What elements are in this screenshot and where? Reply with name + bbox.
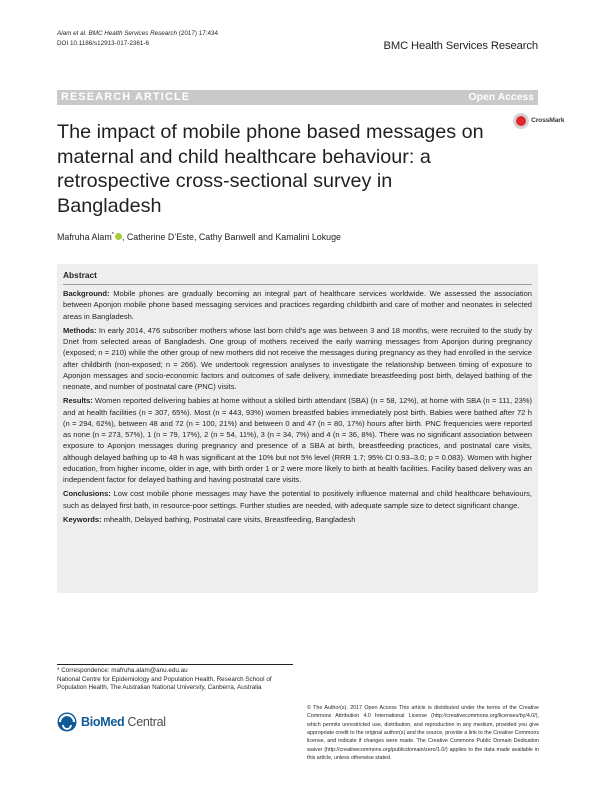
article-type: RESEARCH ARTICLE [61,91,191,103]
open-access-label: Open Access [468,91,534,103]
crossmark-icon [513,113,529,129]
journal-name: BMC Health Services Research [383,40,538,52]
abstract-heading: Abstract [63,270,532,285]
abstract-background [63,288,532,322]
crossmark-label: CrossMark [531,116,565,124]
doi: DOI 10.1186/s12913-017-2361-6 [57,40,149,47]
author-rest: , Catherine D’Este, Cathy Banwell and Kamalini Lokuge [121,232,341,242]
footnote-divider [57,664,293,665]
abstract-label: Conclusions: [63,489,111,499]
citation-line [57,29,218,49]
abstract-conclusions [63,488,532,511]
footnote [57,667,297,693]
abstract-label: Keywords: [63,514,102,524]
biomed-central-logo-icon [57,712,77,732]
correspondence-email: * Correspondence: mafruha.alam@anu.edu.au [57,667,188,674]
author-first: Mafruha Alam [57,232,112,242]
abstract-label: Results: [63,396,93,406]
orcid-icon[interactable] [115,233,122,240]
crossmark-badge[interactable] [513,113,573,133]
publisher-name-suffix: Central [124,715,166,729]
author-list [57,232,341,242]
abstract-text: mhealth, Delayed bathing, Postnatal care visits, Breastfeeding, Bangladesh [101,514,356,524]
publisher-logo [57,710,177,736]
abstract-label: Background: [63,289,110,298]
citation-year-volume: (2017) 17:434 [177,30,219,37]
author-affiliation: National Centre for Epidemiology and Population Health, Research School of Population Health, The Australian National University, Canberra, Australia [57,675,272,692]
abstract-results [63,395,532,485]
corresponding-mark: * [111,232,114,239]
citation-authors: Alam [57,30,72,37]
abstract-box [57,264,538,593]
article-type-banner [57,90,538,105]
abstract-text: Low cost mobile phone messages may have the potential to positively influence maternal and child healthcare behaviours, such as delayed first bath, in resource-poor settings. Further studies are needed, with adequate sample size to detect significant change. [63,489,532,510]
abstract-text: Mobile phones are gradually becoming an integral part of healthcare services worldwide. We assessed the association between Aponjon mobile phone based messaging services and practices regarding childbirth and care of mother and neonates in selected areas in Bangladesh. [63,289,532,321]
citation-journal: et al. BMC Health Services Research [71,30,178,37]
license-statement: © The Author(s). 2017 Open Access This article is distributed under the terms of the Creative Commons Attribution 4.0 International License (http://creativecommons.org/licenses/by/4.0/), which permits unrestricted use, distribution, and reproduction in any medium, provided you give appropriate credit to the original author(s) and the source, provide a link to the Creative Commons license, and indicate if changes were made. The Creative Commons Public Domain Dedication waiver (http://creativecommons.org/publicdomain/zero/1.0/) applies to the data made available in this article, unless otherwise stated. [307,705,539,762]
abstract-keywords [63,514,532,525]
abstract-methods [63,325,532,393]
abstract-label: Methods: [63,325,97,335]
publisher-name [81,715,166,729]
abstract-text: Women reported delivering babies at home without a skilled birth attendant (SBA) (n = 58, 12%), at home with SBA (n = 111, 23%) and at health facilities (n = 307, 65%). Most (n = 443, 93%) women breastfed babies immediately post birth. Babies were bathed after 72 h (n = 294, 62%), between 48 and 72 (n = 100, 21%) and between 0 and 47 (n = 80, 17%) hours after birth. PNC frequencies were reported as none (n = 273, 57%), 1 (n = 79, 17%), 2 (n = 54, 11%), 3 (n = 34, 7%) and 4 (n = 36, 8%). There was no significant association between exposure to Aponjon messages during pregnancy and presence of a SBA at birth, breastfeeding practices, and postnatal care visits, although delayed bathing up to 48 h was significant at the 10% but not 5% level (RRR 1.7; 95% CI 0.93–3.0; p = 0.083). Women with higher education, from higher income, older in age, with birth order 1 or 2 were more likely to birth at health facilities. Facility based delivery was an independent factor for delayed bathing and having postnatal care visits. [63,396,532,484]
publisher-name-main: BioMed [81,715,125,729]
abstract-text: In early 2014, 476 subscriber mothers whose last born child’s age was between 3 and 18 months, were recruited to the study by Dnet from selected areas of Bangladesh. One group of mothers received the early warning messages from Aponjon during pregnancy (exposed; n = 210) while the other group of new mothers did not receive the messages during pregnancy as they had enrolled in the service after childbirth (non-exposed; n = 266). We undertook regression analyses to investigate the relationship between timing of exposure to Aponjon messages and socio-economic factors and outcomes of safe delivery, immediate breastfeeding post birth, delayed bathing of the neonate, and number of postnatal care (PNC) visits. [63,325,532,391]
article-title: The impact of mobile phone based messages on maternal and child healthcare behaviour: a retrospective cross-sectional survey in Bangladesh [57,121,484,217]
